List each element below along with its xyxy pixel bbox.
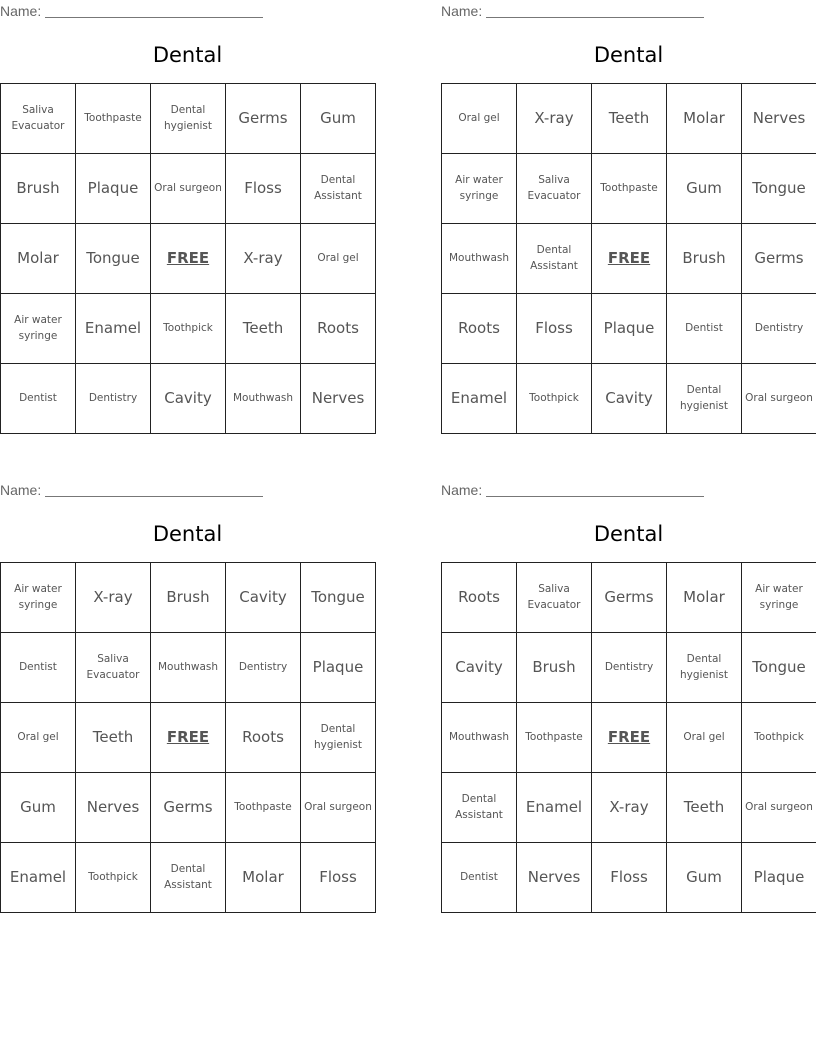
name-field [0,2,265,20]
bingo-cell: Air water syringe [1,294,76,364]
bingo-cell: Dentist [1,364,76,434]
bingo-cell: Dentist [667,294,742,364]
bingo-cell: Oral surgeon [151,154,226,224]
bingo-row [1,154,376,224]
bingo-cell: Floss [226,154,301,224]
bingo-cell: Germs [226,84,301,154]
name-underline [45,17,263,18]
name-label: Name: [441,3,483,19]
bingo-cell: Brush [517,633,592,703]
bingo-row [1,843,376,913]
bingo-cell: Plaque [76,154,151,224]
bingo-cell: X-ray [592,773,667,843]
bingo-cell: Brush [1,154,76,224]
bingo-cell: Dentistry [742,294,816,364]
bingo-cell: Enamel [76,294,151,364]
free-space: FREE [151,224,226,294]
bingo-cell: Germs [592,563,667,633]
bingo-cell: Dentistry [592,633,667,703]
bingo-grid [0,83,376,434]
bingo-cell: Roots [226,703,301,773]
bingo-row [442,224,816,294]
bingo-cell: X-ray [226,224,301,294]
bingo-cell: Tongue [742,154,816,224]
bingo-cell: Cavity [151,364,226,434]
bingo-cell: Dental Assistant [442,773,517,843]
name-underline [45,496,263,497]
bingo-cell: Nerves [517,843,592,913]
bingo-cell: Mouthwash [151,633,226,703]
bingo-row [442,294,816,364]
bingo-cell: Nerves [301,364,376,434]
bingo-cell: Toothpick [76,843,151,913]
bingo-cell: Gum [667,843,742,913]
bingo-cell: Brush [151,563,226,633]
bingo-cell: Toothpick [517,364,592,434]
bingo-row [1,703,376,773]
bingo-row [442,773,816,843]
bingo-row [1,364,376,434]
bingo-cell: Gum [301,84,376,154]
bingo-cell: Oral gel [1,703,76,773]
card-title: Dental [593,522,664,546]
card-title: Dental [152,43,223,67]
name-label: Name: [441,482,483,498]
bingo-cell: Molar [1,224,76,294]
bingo-cell: Germs [742,224,816,294]
bingo-row [1,633,376,703]
free-space: FREE [151,703,226,773]
bingo-cell: Gum [667,154,742,224]
bingo-cell: Cavity [226,563,301,633]
bingo-cell: Dentist [442,843,517,913]
bingo-cell: Plaque [301,633,376,703]
bingo-cell: Teeth [592,84,667,154]
bingo-cell: Nerves [742,84,816,154]
bingo-cell: Germs [151,773,226,843]
bingo-cell: Roots [442,294,517,364]
bingo-row [1,563,376,633]
name-underline [486,496,704,497]
bingo-cell: Toothpaste [517,703,592,773]
bingo-cell: Molar [667,84,742,154]
bingo-cell: Mouthwash [226,364,301,434]
bingo-cell: Tongue [742,633,816,703]
name-field [441,2,706,20]
bingo-row [442,703,816,773]
bingo-cell: Oral surgeon [301,773,376,843]
bingo-grid [0,562,376,913]
bingo-cell: Dental hygienist [301,703,376,773]
bingo-cell: Tongue [76,224,151,294]
bingo-cell: Dental Assistant [301,154,376,224]
bingo-cell: Roots [442,563,517,633]
bingo-row [442,154,816,224]
bingo-row [1,84,376,154]
bingo-row [1,773,376,843]
bingo-cell: Saliva Evacuator [517,154,592,224]
bingo-cell: Air water syringe [742,563,816,633]
bingo-cell: X-ray [517,84,592,154]
bingo-cell: Dentist [1,633,76,703]
bingo-row [442,633,816,703]
bingo-cell: Saliva Evacuator [1,84,76,154]
bingo-row [442,364,816,434]
bingo-cell: Tongue [301,563,376,633]
bingo-cell: Gum [1,773,76,843]
bingo-cell: Air water syringe [442,154,517,224]
bingo-cell: Mouthwash [442,703,517,773]
bingo-cell: Teeth [76,703,151,773]
bingo-grid [441,562,816,913]
bingo-cell: Air water syringe [1,563,76,633]
bingo-cell: Oral surgeon [742,773,816,843]
card-title: Dental [152,522,223,546]
bingo-row [1,294,376,364]
free-space: FREE [592,703,667,773]
name-field [0,481,265,499]
bingo-row [442,843,816,913]
bingo-cell: Dental hygienist [667,633,742,703]
bingo-cell: Floss [301,843,376,913]
bingo-cell: Oral gel [301,224,376,294]
free-space: FREE [592,224,667,294]
bingo-cell: Enamel [1,843,76,913]
bingo-cell: Dental Assistant [517,224,592,294]
bingo-cell: Oral gel [667,703,742,773]
bingo-row [442,563,816,633]
bingo-cell: Roots [301,294,376,364]
bingo-cell: Nerves [76,773,151,843]
bingo-cell: Teeth [226,294,301,364]
bingo-cell: Dental hygienist [667,364,742,434]
name-underline [486,17,704,18]
bingo-cell: Mouthwash [442,224,517,294]
bingo-cell: Saliva Evacuator [76,633,151,703]
name-field [441,481,706,499]
bingo-cell: Cavity [442,633,517,703]
bingo-cell: Dentistry [76,364,151,434]
bingo-cell: Molar [667,563,742,633]
bingo-cell: Molar [226,843,301,913]
bingo-cell: Enamel [517,773,592,843]
card-title: Dental [593,43,664,67]
bingo-cell: Toothpaste [226,773,301,843]
bingo-cell: Dental Assistant [151,843,226,913]
bingo-cell: Teeth [667,773,742,843]
bingo-cell: Oral gel [442,84,517,154]
name-label: Name: [0,482,42,498]
bingo-cell: Toothpaste [76,84,151,154]
bingo-cell: Plaque [592,294,667,364]
bingo-cell: Floss [592,843,667,913]
name-label: Name: [0,3,42,19]
bingo-cell: Dentistry [226,633,301,703]
bingo-cell: Dental hygienist [151,84,226,154]
bingo-cell: Brush [667,224,742,294]
bingo-cell: X-ray [76,563,151,633]
bingo-cell: Floss [517,294,592,364]
bingo-cell: Oral surgeon [742,364,816,434]
bingo-cell: Toothpaste [592,154,667,224]
bingo-cell: Toothpick [742,703,816,773]
bingo-cell: Cavity [592,364,667,434]
bingo-cell: Plaque [742,843,816,913]
bingo-cell: Enamel [442,364,517,434]
bingo-row [442,84,816,154]
bingo-grid [441,83,816,434]
bingo-cell: Saliva Evacuator [517,563,592,633]
bingo-row [1,224,376,294]
bingo-cell: Toothpick [151,294,226,364]
